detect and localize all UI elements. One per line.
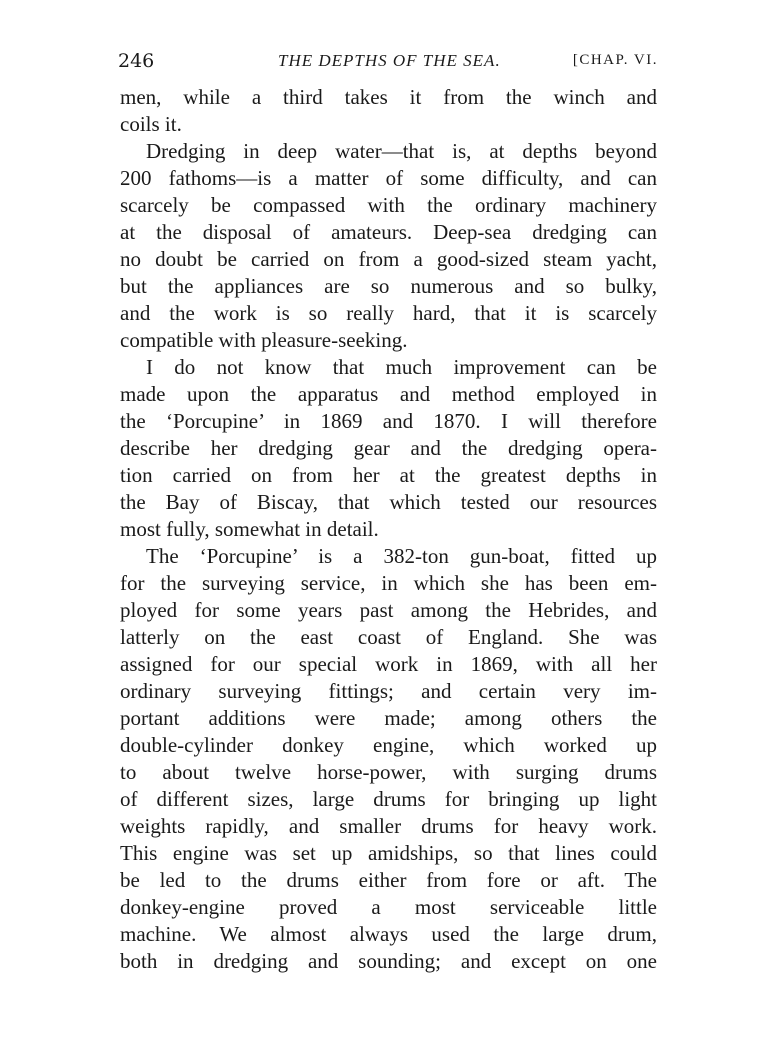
text-line: most fully, somewhat in detail. (120, 517, 379, 541)
text-line: compatible with pleasure-seeking. (120, 328, 408, 352)
text-line: machine. We almost always used the large drum, (120, 922, 657, 946)
text-line: The ‘Porcupine’ is a 382-ton gun-boat, fitted up (146, 544, 657, 568)
text-line: describe her dredging gear and the dredging opera- (120, 436, 657, 460)
text-line: ployed for some years past among the Hebrides, and (120, 598, 657, 622)
text-line: the ‘Porcupine’ in 1869 and 1870. I will therefore (120, 409, 657, 433)
text-line: latterly on the east coast of England. She was (120, 625, 657, 649)
text-line: men, while a third takes it from the winch and (120, 85, 657, 109)
text-line: no doubt be carried on from a good-sized steam yacht, (120, 247, 657, 271)
text-line: portant additions were made; among others the (120, 706, 657, 730)
text-line: be led to the drums either from fore or aft. The (120, 868, 657, 892)
text-line: Dredging in deep water—that is, at depths beyond (146, 139, 657, 163)
text-line: coils it. (120, 112, 182, 136)
chapter-reference: [CHAP. VI. (572, 52, 658, 68)
text-line: both in dredging and sounding; and except on one (120, 949, 657, 973)
text-line: the Bay of Biscay, that which tested our resources (120, 490, 657, 514)
page-header (118, 50, 658, 78)
text-line: This engine was set up amidships, so that lines could (120, 841, 657, 865)
text-line: tion carried on from her at the greatest depths in (120, 463, 657, 487)
text-line: assigned for our special work in 1869, with all her (120, 652, 657, 676)
text-line: and the work is so really hard, that it is scarcely (120, 301, 657, 325)
text-line: made upon the apparatus and method employed in (120, 382, 657, 406)
text-line: but the appliances are so numerous and so bulky, (120, 274, 657, 298)
running-title: THE DEPTHS OF THE SEA. (278, 51, 501, 70)
body-text (120, 84, 657, 975)
text-line: at the disposal of amateurs. Deep-sea dredging can (120, 220, 657, 244)
text-line: of different sizes, large drums for bringing up light (120, 787, 657, 811)
text-line: double-cylinder donkey engine, which worked up (120, 733, 657, 757)
text-line: ordinary surveying fittings; and certain very im- (120, 679, 657, 703)
text-line: to about twelve horse-power, with surging drums (120, 760, 657, 784)
page-number: 246 (118, 50, 155, 72)
text-line: I do not know that much improvement can be (146, 355, 657, 379)
text-line: weights rapidly, and smaller drums for heavy work. (120, 814, 657, 838)
text-line: donkey-engine proved a most serviceable little (120, 895, 657, 919)
text-line: 200 fathoms—is a matter of some difficulty, and can (120, 166, 657, 190)
text-line: scarcely be compassed with the ordinary machinery (120, 193, 657, 217)
text-line: for the surveying service, in which she has been em- (120, 571, 657, 595)
